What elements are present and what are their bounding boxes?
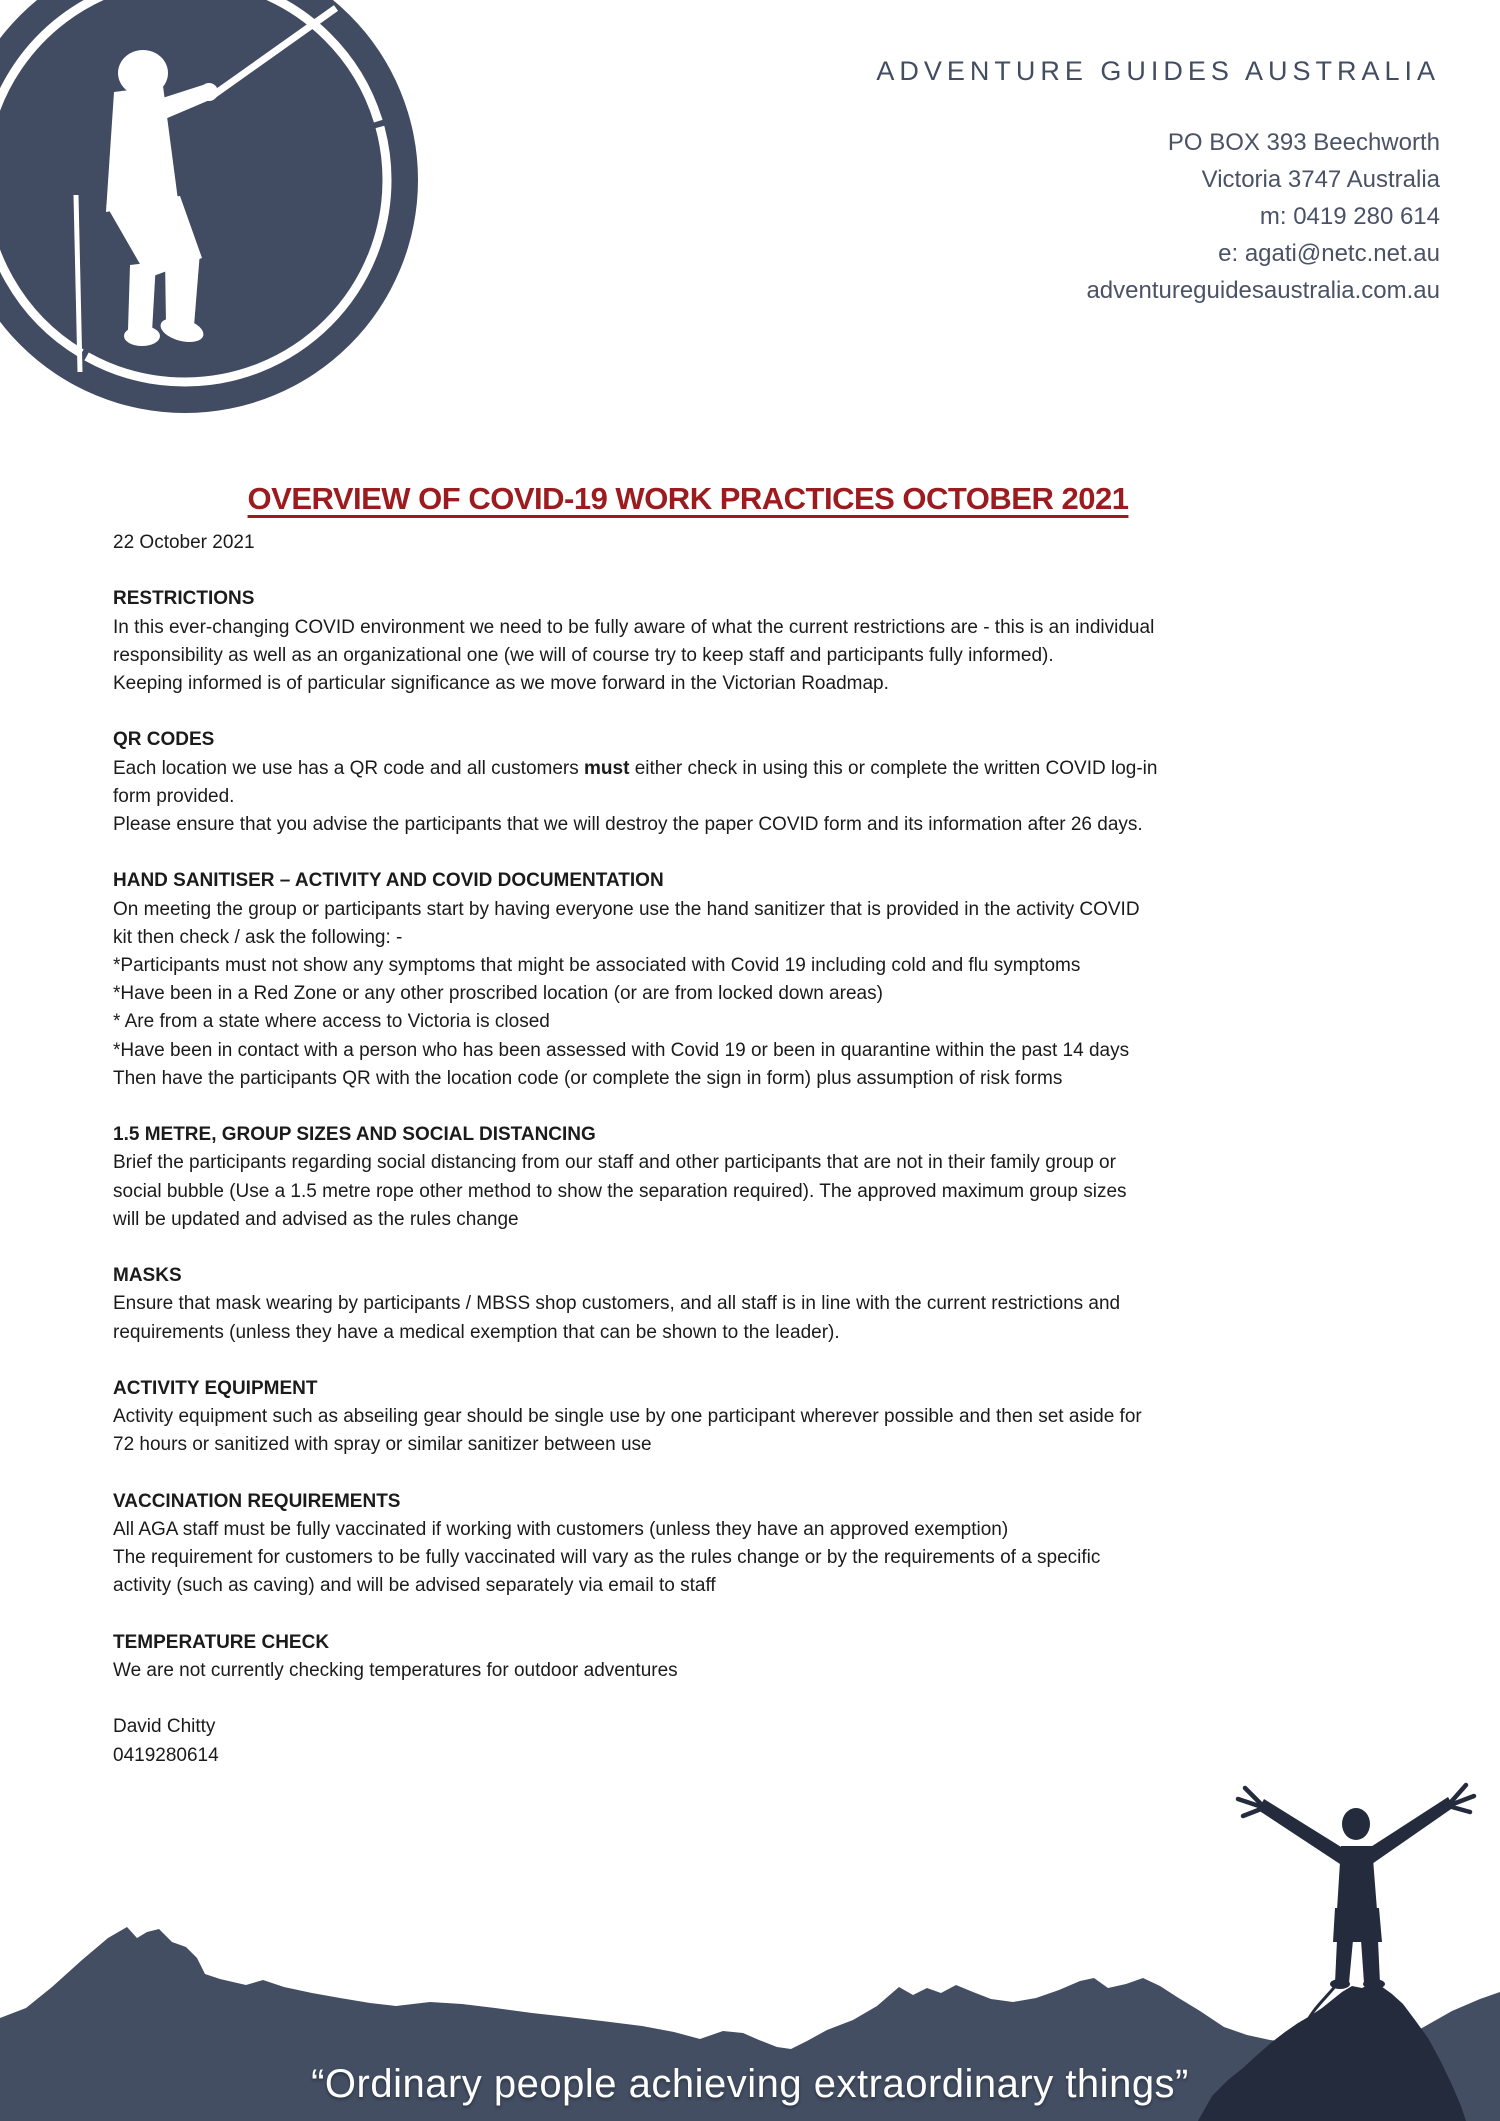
- body-line: responsibility as well as an organizational one (we will of course try to keep staff and participants fully informed).: [113, 644, 1054, 666]
- body-line: The requirement for customers to be fully vaccinated will vary as the rules change or by the requirements of a specific: [113, 1547, 1101, 1569]
- body-line: activity (such as caving) and will be advised separately via email to staff: [113, 1575, 716, 1597]
- body-line: Then have the participants QR with the location code (or complete the sign in form) plus assumption of risk forms: [113, 1067, 1063, 1089]
- document-section: [113, 726, 1423, 839]
- body-line: social bubble (Use a 1.5 metre rope other method to show the separation required). The approved maximum group sizes: [113, 1180, 1127, 1202]
- section-heading: VACCINATION REQUIREMENTS: [113, 1490, 401, 1512]
- body-line: Each location we use has a QR code and all customers must either check in using this or complete the written COVID log-in: [113, 757, 1158, 779]
- body-line: Activity equipment such as abseiling gear should be single use by one participant wherever possible and then set aside for: [113, 1406, 1142, 1428]
- body-line: Keeping informed is of particular significance as we move forward in the Victorian Roadmap.: [113, 673, 889, 694]
- body-line: On meeting the group or participants start by having everyone use the hand sanitizer that is provided in the activity COVID: [113, 898, 1140, 920]
- body-line: In this ever-changing COVID environment we need to be fully aware of what the current restrictions are - this is an individual: [113, 616, 1155, 638]
- document-section: [113, 585, 1423, 698]
- body-line: We are not currently checking temperatures for outdoor adventures: [113, 1660, 678, 1681]
- body-line: kit then check / ask the following: -: [113, 926, 403, 948]
- document-section: [113, 1375, 1423, 1460]
- section-heading: ACTIVITY EQUIPMENT: [113, 1378, 318, 1399]
- contact-line: m: 0419 280 614: [1259, 203, 1440, 230]
- document-section: [113, 1488, 1423, 1601]
- signature-line: David Chitty: [113, 1716, 216, 1738]
- body-line: requirements (unless they have a medical exemption that can be shown to the leader).: [113, 1321, 840, 1343]
- document-title: OVERVIEW OF COVID-19 WORK PRACTICES OCTOBER 2021: [247, 481, 1129, 516]
- body-line: *Have been in a Red Zone or any other proscribed location (or are from locked down areas): [113, 983, 883, 1005]
- body-line: Please ensure that you advise the participants that we will destroy the paper COVID form and its information after 26 days.: [113, 814, 1143, 835]
- section-heading: MASKS: [113, 1265, 182, 1287]
- contact-line: adventureguidesaustralia.com.au: [1086, 277, 1440, 304]
- document-section: [113, 1629, 1423, 1685]
- section-heading: TEMPERATURE CHECK: [113, 1631, 330, 1653]
- body-line: All AGA staff must be fully vaccinated if working with customers (unless they have an approved exemption): [113, 1519, 1009, 1540]
- body-line: 72 hours or sanitized with spray or similar sanitizer between use: [113, 1434, 652, 1456]
- section-heading: HAND SANITISER – ACTIVITY AND COVID DOCUMENTATION: [113, 870, 664, 892]
- body-line: will be updated and advised as the rules change: [113, 1208, 519, 1230]
- contact-line: e: agati@netc.net.au: [1218, 240, 1440, 267]
- body-line: *Have been in contact with a person who has been assessed with Covid 19 or been in quarantine within the past 14 days: [113, 1039, 1130, 1061]
- body-line: form provided.: [113, 785, 235, 807]
- section-heading: RESTRICTIONS: [113, 588, 255, 610]
- document-section: [113, 1121, 1423, 1234]
- contact-block: [1086, 124, 1440, 309]
- brand-name: ADVENTURE GUIDES AUSTRALIA: [876, 56, 1440, 86]
- signature-line: 0419280614: [113, 1744, 219, 1766]
- footer-quote: “Ordinary people achieving extraordinary things”: [311, 2062, 1189, 2106]
- contact-line: PO BOX 393 Beechworth: [1167, 129, 1440, 156]
- body-line: Ensure that mask wearing by participants / MBSS shop customers, and all staff is in line with the current restrictions and: [113, 1293, 1121, 1315]
- document-section: [113, 1262, 1423, 1347]
- body-line: Brief the participants regarding social distancing from our staff and other participants that are not in their family group or: [113, 1152, 1116, 1174]
- document-body: [113, 529, 1423, 1770]
- body-line: *Participants must not show any symptoms that might be associated with Covid 19 including cold and flu symptoms: [113, 955, 1081, 976]
- document-section: [113, 867, 1423, 1093]
- abseiler-logo-icon: [0, 0, 430, 430]
- section-heading: 1.5 METRE, GROUP SIZES AND SOCIAL DISTANCING: [113, 1124, 596, 1146]
- document-sections: [113, 585, 1423, 1685]
- contact-line: Victoria 3747 Australia: [1201, 166, 1440, 193]
- section-heading: QR CODES: [113, 729, 215, 751]
- body-line: * Are from a state where access to Victoria is closed: [113, 1011, 550, 1033]
- document-date: 22 October 2021: [113, 532, 255, 553]
- signature-block: [113, 1713, 1423, 1769]
